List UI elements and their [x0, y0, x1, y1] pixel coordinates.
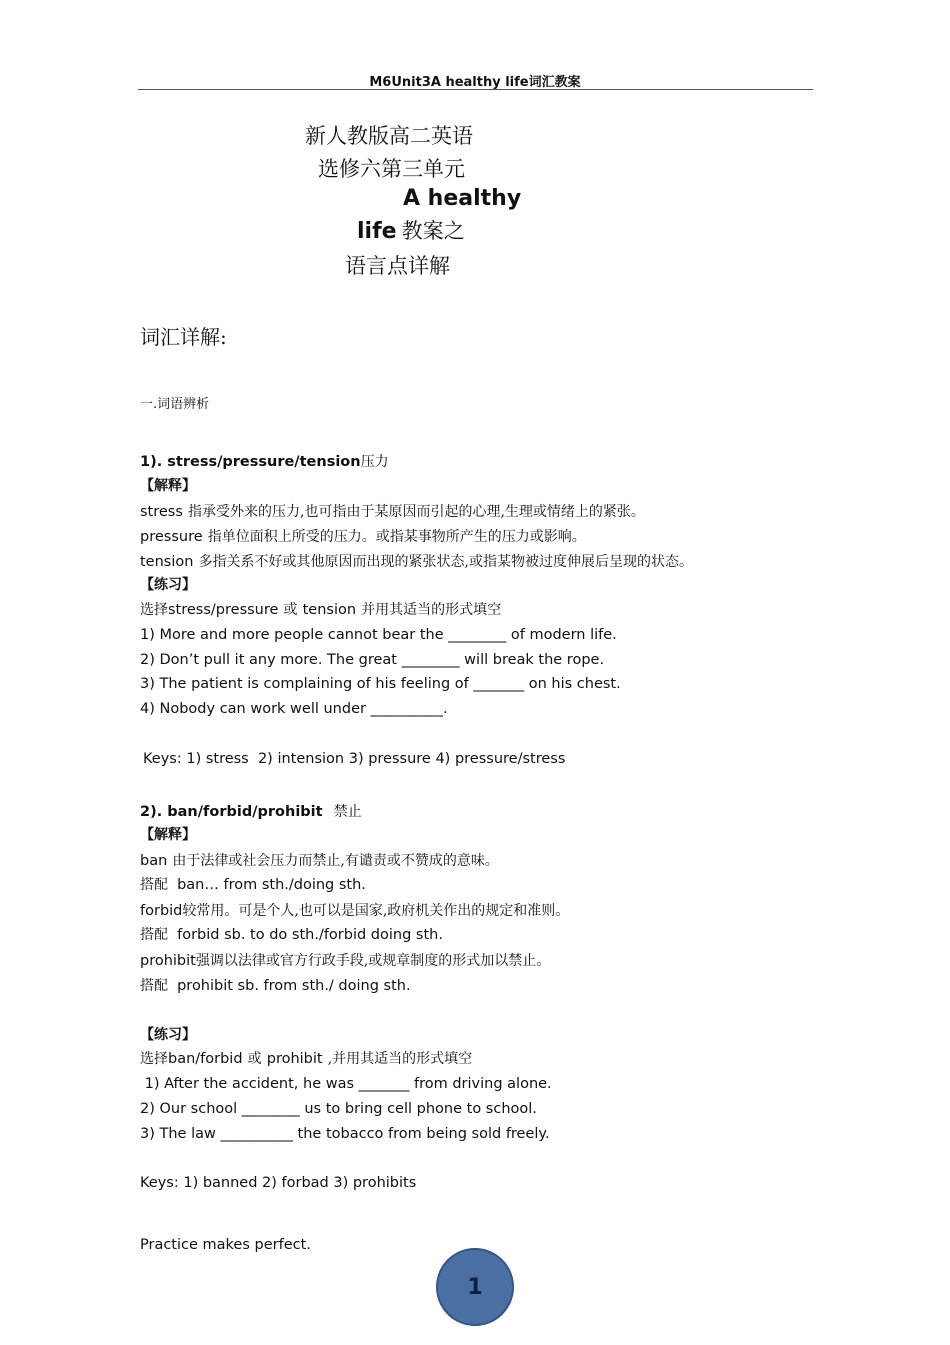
item1-question-3: 3) The patient is complaining of his feeling of _______ on his chest. — [140, 676, 621, 692]
instr-en-1: stress/pressure — [168, 602, 279, 618]
section-heading: 词汇详解: — [140, 325, 227, 349]
def-ban: 由于法律或社会压力而禁止,有谴责或不赞成的意味。 — [172, 853, 499, 869]
colloc-ban: ban… from sth./doing sth. — [177, 877, 366, 893]
item1-question-1: 1) More and more people cannot bear the ________ of modern life. — [140, 627, 617, 643]
term-pressure: pressure — [140, 529, 203, 545]
item1-question-4: 4) Nobody can work well under __________. — [140, 701, 448, 717]
instr-zh-3: 并用其适当的形式填空 — [361, 602, 502, 618]
item1-keys: Keys: 1) stress 2) intension 3) pressure 4) pressure/stress — [143, 751, 566, 767]
colloc-label: 搭配 — [140, 978, 168, 994]
item1-question-2: 2) Don’t pull it any more. The great ________ will break the rope. — [140, 652, 605, 668]
title-line-5: 语言点详解 — [345, 254, 450, 278]
closing-line: Practice makes perfect. — [140, 1237, 311, 1253]
title-line-1: 新人教版高二英语 — [305, 124, 473, 148]
instr-zh-3: ,并用其适当的形式填空 — [327, 1051, 473, 1067]
item2-heading — [140, 801, 362, 821]
instr-zh-2: 或 — [283, 602, 298, 618]
item2-question-3: 3) The law __________ the tobacco from being sold freely. — [140, 1126, 550, 1142]
instr-en-2: prohibit — [266, 1051, 323, 1067]
term-tension: tension — [140, 554, 194, 570]
term-prohibit: prohibit — [140, 953, 196, 969]
instr-zh-2: 或 — [247, 1051, 262, 1067]
item2-question-1: 1) After the accident, he was _______ from driving alone. — [140, 1076, 552, 1092]
item2-ban-collocation — [140, 874, 366, 894]
item2-instruction — [140, 1048, 472, 1068]
item2-prohibit-collocation — [140, 975, 411, 995]
term-stress: stress — [140, 504, 183, 520]
instr-en-2: tension — [302, 602, 357, 618]
title-line-2: 选修六第三单元 — [318, 157, 465, 181]
def-forbid: 较常用。可是个人,也可以是国家,政府机关作出的规定和准则。 — [182, 903, 570, 919]
item2-forbid-collocation — [140, 924, 443, 944]
item1-title-zh: 压力 — [360, 454, 389, 470]
item1-pressure-def — [140, 526, 586, 546]
item1-tension-def — [140, 551, 693, 571]
item2-practice-label: 【练习】 — [140, 1027, 196, 1043]
term-forbid: forbid — [140, 903, 183, 919]
def-stress: 指承受外来的压力,也可指由于某原因而引起的心理,生理或情绪上的紧张。 — [188, 504, 645, 520]
page-number-badge — [436, 1248, 514, 1326]
colloc-prohibit: prohibit sb. from sth./ doing sth. — [177, 978, 411, 994]
def-prohibit: 强调以法律或官方行政手段,或规章制度的形式加以禁止。 — [195, 953, 551, 969]
item2-explain-label: 【解释】 — [140, 827, 196, 843]
colloc-label: 搭配 — [140, 877, 168, 893]
item1-practice-label: 【练习】 — [140, 577, 196, 593]
item2-question-2: 2) Our school ________ us to bring cell phone to school. — [140, 1101, 537, 1117]
colloc-forbid: forbid sb. to do sth./forbid doing sth. — [177, 927, 443, 943]
header-divider — [138, 89, 813, 90]
title-line-3: A healthy — [403, 186, 522, 211]
page-number: 1 — [467, 1274, 483, 1300]
title-line-4-zh: 教案之 — [401, 219, 465, 243]
term-ban: ban — [140, 853, 168, 869]
item2-ban-def — [140, 850, 499, 870]
item2-title-zh: 禁止 — [333, 804, 362, 820]
item2-keys: Keys: 1) banned 2) forbad 3) prohibits — [140, 1175, 417, 1191]
instr-zh-1: 选择 — [140, 602, 168, 618]
running-header: M6Unit3A healthy life词汇教案 — [369, 75, 581, 90]
item1-explain-label: 【解释】 — [140, 478, 196, 494]
item2-prohibit-def — [140, 950, 550, 970]
title-line-4-en: life — [357, 219, 397, 244]
instr-zh-1: 选择 — [140, 1051, 168, 1067]
def-tension: 多指关系不好或其他原因而出现的紧张状态,或指某物被过度伸展后呈现的状态。 — [198, 554, 693, 570]
item1-heading — [140, 451, 389, 471]
title-line-4 — [357, 215, 465, 245]
item1-title: 1). stress/pressure/tension — [140, 454, 361, 470]
instr-en-1: ban/forbid — [168, 1051, 243, 1067]
item2-forbid-def — [140, 900, 569, 920]
item1-instruction — [140, 599, 501, 619]
item1-stress-def — [140, 501, 645, 521]
item2-title: 2). ban/forbid/prohibit — [140, 804, 323, 820]
subsection-heading: 一.词语辨析 — [140, 397, 210, 412]
def-pressure: 指单位面积上所受的压力。或指某事物所产生的压力或影响。 — [207, 529, 586, 545]
colloc-label: 搭配 — [140, 927, 168, 943]
